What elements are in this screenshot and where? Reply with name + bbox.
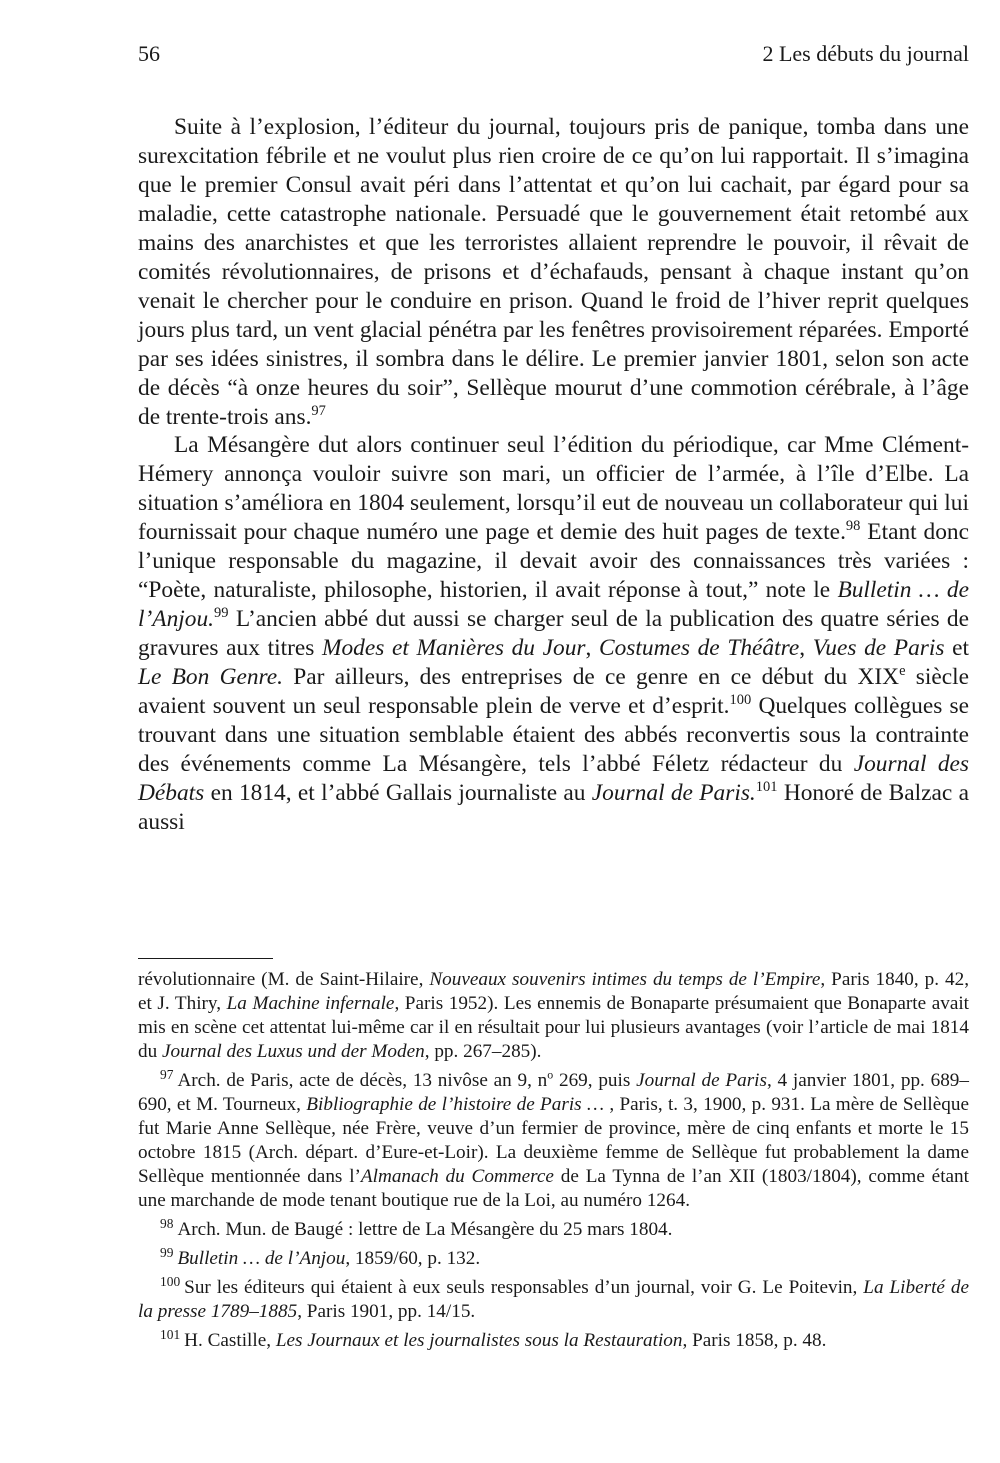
cited-title: Journal des Luxus und der Moden [161,1041,425,1062]
cited-title: Vues de Paris [812,635,945,662]
footnote-text: révolutionnaire (M. de Saint-Hilaire, [138,969,430,990]
footnote-99 [138,1244,969,1271]
cited-title: Almanach du Commerce [360,1166,554,1187]
cited-title: Bulletin … de l’Anjou [177,1248,346,1269]
cited-title: Bulletin … de l’Anjou. [138,577,969,633]
running-head [138,38,969,70]
footnote-number: 101 [160,1326,181,1342]
footnote-text: , Paris, t. 3, 1900, p. 931. La mère de Sellèque fut Marie Anne Sellèque, née Frère, veuve d’un fermier de province, mère de cinq enfants et morte le 15 octobre 1815 (Arch. départ. d’Eure-et-Loir). La deuxième femme de Sellèque fut probablement la dame Sellèque mentionnée dans l’ [138,1094,969,1187]
paragraph-1 [138,113,969,431]
footnote-text: Arch. Mun. de Baugé : lettre de La Mésangère du 25 mars 1804. [177,1219,673,1240]
footnote-ref-100: 100 [729,692,752,709]
paragraph-text: Par ailleurs, des entreprises de ce genre en ce début du XIX [283,664,900,691]
cited-title: Bibliographie de l’histoire de Paris … [306,1094,605,1115]
footnote-ref-97: 97 [311,402,326,419]
footnote-number: 98 [160,1215,174,1231]
paragraph-2 [138,431,969,836]
cited-title: Journal de Paris. [591,779,756,806]
cited-title: La Machine infernale [226,993,395,1014]
footnote-text: , Paris 1840, p. 42, et J. Thiry, [138,969,969,1014]
footnote-text: , pp. 267–285). [424,1041,542,1062]
superscript: o [547,1067,554,1082]
cited-title: Journal de Paris [636,1070,767,1091]
footnote-continuation [138,968,969,1064]
page-number: 56 [138,41,160,66]
cited-title: Costumes de Théâtre [599,635,800,662]
footnote-ref-99: 99 [214,605,229,622]
footnote-text: , 1859/60, p. 132. [345,1248,481,1269]
footnote-text: 269, puis [553,1070,637,1091]
cited-title: Modes et Manières du Jour [321,635,586,662]
cited-title: Les Journaux et les journalistes sous la Restauration [275,1330,683,1351]
paragraph-text: Etant donc l’unique responsable du magazine, il devait avoir des connaissances très variées : “Poète, naturaliste, philosophe, historien, il avait réponse à tout,” note le [138,519,969,604]
paragraph-text: Honoré de Balzac a aussi [138,779,969,835]
cited-title: Nouveaux souvenirs intimes du temps de l’Empire [429,969,821,990]
cited-title: La Liberté de la presse 1789–1885 [138,1277,969,1322]
footnotes [138,968,969,1353]
paragraph-text: La Mésangère dut alors continuer seul l’édition du périodique, car Mme Clément-Hémery annonça vouloir suivre son mari, un officier de l’armée, à l’île d’Elbe. La situation s’améliora en 1804 seulement, lorsqu’il eut de nouveau un collaborateur qui lui fournissait pour chaque numéro une page et demie des huit pages de texte. [138,432,969,546]
footnote-text: , Paris 1901, pp. 14/15. [297,1301,476,1322]
footnote-number: 100 [160,1273,181,1289]
footnote-text: Arch. de Paris, acte de décès, 13 nivôse an 9, n [177,1070,548,1091]
footnote-text: , Paris 1858, p. 48. [682,1330,827,1351]
footnote-97 [138,1066,969,1213]
paragraph-text: L’ancien abbé dut aussi se charger seul de la publication des quatre séries de gravures aux titres [138,606,969,662]
footnote-number: 97 [160,1066,174,1082]
footnote-text: , 4 janvier 1801, pp. 689–690, et M. Tourneux, [138,1070,969,1115]
footnote-text: , Paris 1952). Les ennemis de Bonaparte présumaient que Bonaparte avait mis en scène cet attentat lui-même car il en résultait pour lui plusieurs avantages (voir l’article de mai 1814 du [138,993,970,1062]
paragraph-text: siècle avaient souvent un seul responsable plein de verve et d’esprit. [138,664,970,720]
footnote-number: 99 [160,1244,174,1260]
paragraph-text: en 1814, et l’abbé Gallais journaliste au [204,779,592,806]
footnote-text: de La Tynna de l’an XII (1803/1804), comme étant une marchande de mode tenant boutique rue de la Loi, au numéro 1264. [138,1166,969,1211]
separator: , [799,635,813,662]
main-text [138,113,969,837]
footnote-ref-98: 98 [845,518,861,535]
footnote-101 [138,1326,969,1353]
footnote-text: Sur les éditeurs qui étaient à eux seuls responsables d’un journal, voir G. Le Poitevin, [184,1277,864,1298]
footnote-ref-101: 101 [755,778,778,795]
footnote-100 [138,1273,969,1324]
footnote-text: H. Castille, [184,1330,276,1351]
separator: , [585,635,599,662]
paragraph-text: Quelques collègues se trouvant dans une situation semblable étaient des abbés reconvertis sous la contrainte des événements comme La Mésangère, tels l’abbé Féletz rédacteur du [138,693,970,777]
separator: et [944,635,969,662]
footnote-98 [138,1215,969,1242]
chapter-title: 2 Les débuts du journal [762,41,969,66]
cited-title: Le Bon Genre. [138,664,284,691]
superscript: e [899,663,906,680]
paragraph-text: Suite à l’explosion, l’éditeur du journal, toujours pris de panique, tomba dans une surexcitation fébrile et ne voulut plus rien croire de ce qu’on lui rapportait. Il s’imagina que le premier Consul avait péri dans l’attentat et qu’on lui cachait, par égard pour sa maladie, cette catastrophe nationale. Persuadé que le gouvernement était retombé aux mains des anarchistes et que les terroristes allaient reprendre le pouvoir, il rêvait de comités révolutionnaires, de prisons et d’échafauds, pensant à chaque instant qu’on venait le chercher pour le conduire en prison. Quand le froid de l’hiver reprit quelques jours plus tard, un vent glacial pénétra par les fenêtres provisoirement réparées. Emporté par ses idées sinistres, il sombra dans le délire. Le premier janvier 1801, selon son acte de décès “à onze heures du soir”, Sellèque mourut d’une commotion cérébrale, à l’âge de trente-trois ans. [138,114,969,430]
footnote-rule [138,958,273,959]
cited-title: Journal des Débats [138,750,969,806]
